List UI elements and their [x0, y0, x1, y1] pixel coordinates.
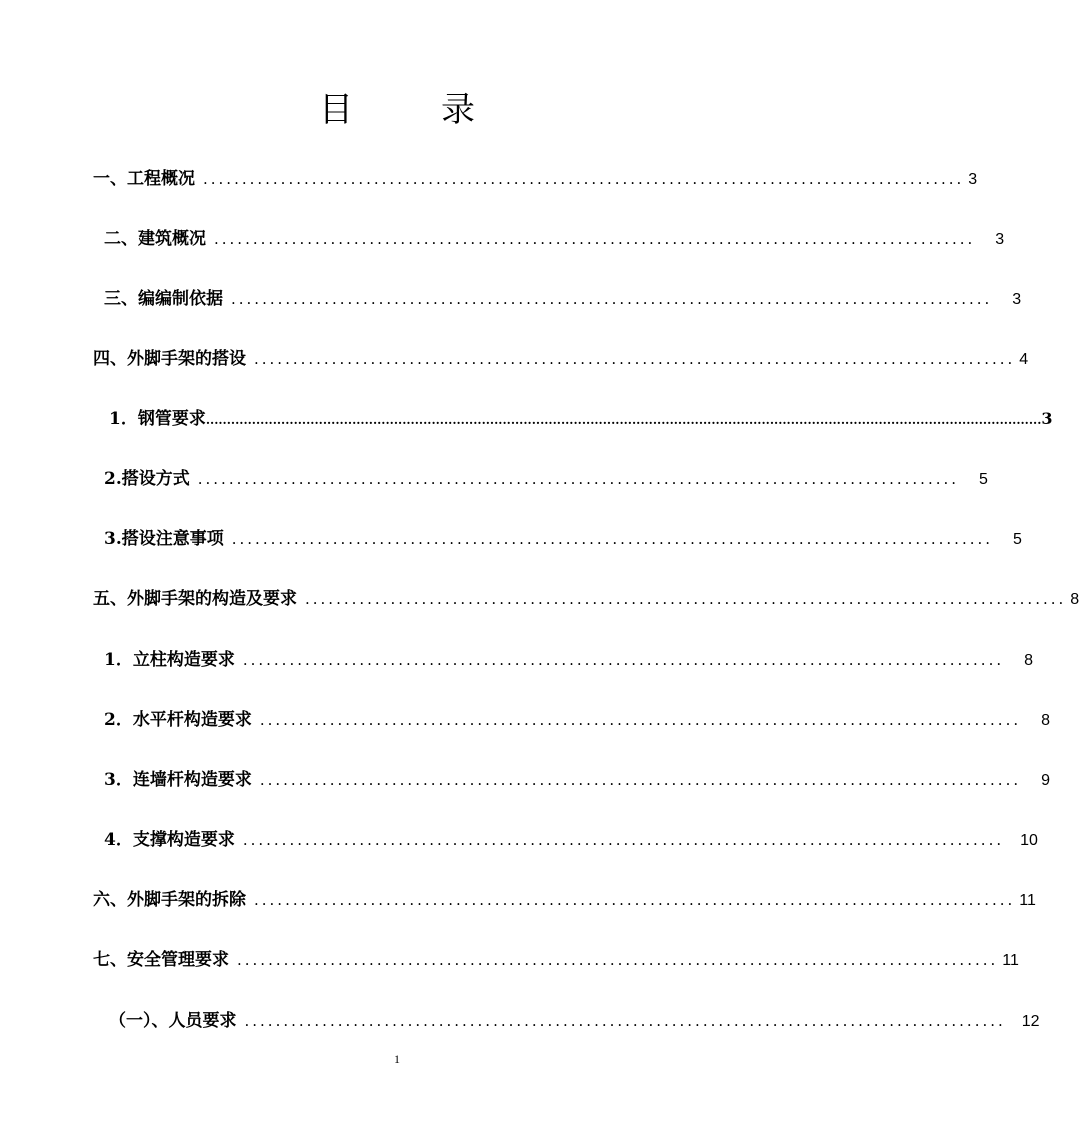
toc-entry-1[interactable]: [93, 164, 978, 189]
toc-entry-14[interactable]: [93, 945, 1019, 970]
page-title: [0, 82, 794, 131]
toc-leader-dots: ..................................................................................................: [237, 951, 999, 969]
page-number-footer: 1: [394, 1052, 400, 1066]
toc-entry-page: 3: [968, 171, 978, 188]
toc-entry-2[interactable]: [104, 224, 1005, 249]
toc-entry-page: 5: [1013, 531, 1022, 548]
toc-entry-page: 10: [1020, 832, 1038, 849]
title-char-1: 目: [319, 90, 353, 130]
toc-entry-6[interactable]: [104, 464, 988, 489]
toc-entry-label: 3．连墙杆构造要求: [104, 770, 252, 790]
toc-leader-dots: ..................................................................................................: [259, 771, 1022, 789]
toc-entry-page: 8: [1041, 712, 1051, 729]
toc-entry-label: 二、建筑概况: [104, 229, 206, 249]
toc-leader-dots: ..................................................................................................: [231, 530, 994, 548]
toc-entry-label: 2．水平杆构造要求: [104, 710, 252, 730]
toc-leader-dots: ..................................................................................................: [231, 290, 993, 308]
toc-entry-12[interactable]: [104, 825, 1038, 850]
toc-entry-page: 3: [1041, 409, 1053, 428]
toc-entry-label: 一、工程概况: [93, 169, 195, 189]
toc-leader-dots: ..................................................................................................: [242, 831, 1005, 849]
toc-entry-label: 五、外脚手架的构造及要求: [93, 589, 297, 609]
toc-entry-label: 四、外脚手架的搭设: [93, 349, 246, 369]
toc-entry-13[interactable]: [93, 885, 1036, 910]
toc-entry-page: 3: [995, 231, 1005, 248]
toc-entry-page: 8: [1024, 652, 1034, 669]
toc-entry-7[interactable]: [104, 524, 1022, 549]
toc-entry-11[interactable]: [104, 765, 1051, 790]
toc-entry-page: 11: [1002, 952, 1019, 969]
toc-entry-8[interactable]: [93, 584, 1079, 609]
toc-entry-page: 12: [1021, 1013, 1040, 1030]
toc-entry-label: 2.搭设方式: [104, 469, 190, 489]
toc-entry-3[interactable]: [104, 284, 1022, 309]
toc-entry-4[interactable]: [93, 344, 1029, 369]
toc-leader-dots: ..................................................................................................: [203, 170, 965, 188]
title-char-2: 录: [441, 90, 475, 130]
toc-leader-dots: ..................................................................................................: [305, 590, 1067, 608]
toc-leader-dots: ..................................................................................................: [244, 1012, 1006, 1030]
toc-leader-dots: ..................................................................................................: [214, 230, 976, 248]
toc-entry-label: 三、编编制依据: [104, 289, 223, 309]
toc-entry-label: 3.搭设注意事项: [104, 529, 224, 549]
toc-entry-page: 4: [1019, 351, 1029, 368]
toc-entry-15[interactable]: [109, 1006, 1040, 1031]
toc-entry-page: 8: [1070, 591, 1079, 608]
toc-entry-9[interactable]: [104, 645, 1034, 670]
toc-entry-page: 11: [1019, 892, 1036, 909]
toc-leader-dots: ..................................................................................................: [254, 350, 1016, 368]
toc-entry-5[interactable]: [109, 404, 1053, 429]
toc-entry-10[interactable]: [104, 705, 1051, 730]
toc-leader-dots: ..................................................................................................: [197, 470, 960, 488]
toc-entry-page: 3: [1012, 291, 1022, 308]
toc-leader-dots: ........................................................................................................................................................................................................: [205, 413, 1042, 427]
toc-entry-label: 1．立柱构造要求: [104, 650, 235, 670]
toc-leader-dots: ..................................................................................................: [254, 891, 1016, 909]
toc-entry-label: 六、外脚手架的拆除: [93, 890, 246, 910]
toc-entry-page: 5: [979, 471, 988, 488]
toc-entry-page: 9: [1041, 772, 1051, 789]
toc-entry-label: （一）、人员要求: [109, 1011, 237, 1031]
toc-leader-dots: ..................................................................................................: [259, 711, 1022, 729]
toc-leader-dots: ..................................................................................................: [242, 651, 1005, 669]
toc-entry-label: 4．支撑构造要求: [104, 830, 235, 850]
toc-entry-label: 1．钢管要求: [109, 409, 206, 429]
toc-entry-label: 七、安全管理要求: [93, 950, 229, 970]
